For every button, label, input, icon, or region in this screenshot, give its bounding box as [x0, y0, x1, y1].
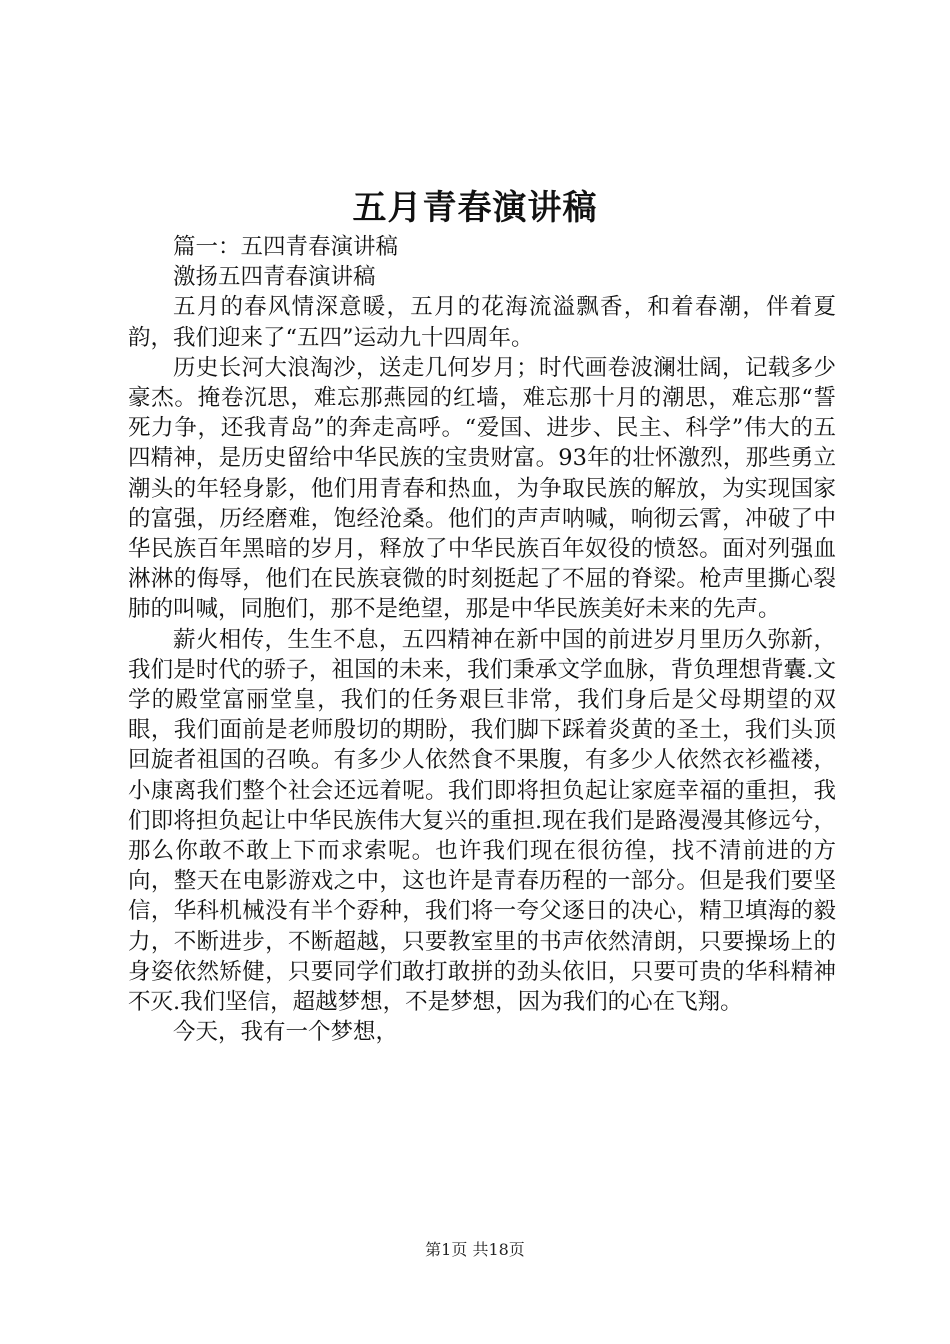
- page-footer: 第1页 共18页: [425, 1240, 525, 1259]
- paragraph-inheritance: 薪火相传，生生不息，五四精神在新中国的前进岁月里历久弥新，我们是时代的骄子，祖国的未来，我们秉承文学血脉，背负理想背囊.文学的殿堂富丽堂皇，我们的任务艰巨非常，我们身后是父母期望的双眼，我们面前是老师殷切的期盼，我们脚下踩着炎黄的圣土，我们头顶回旋者祖国的召唤。有多少人依然食不果腹，有多少人依然衣衫褴褛，小康离我们整个社会还远着呢。我们即将担负起让家庭幸福的重担，我们即将担负起让中华民族伟大复兴的重担.现在我们是路漫漫其修远兮，那么你敢不敢上下而求索呢。也许我们现在很彷徨，找不清前进的方向，整天在电影游戏之中，这也许是青春历程的一部分。但是我们要坚信，华科机械没有半个孬种，我们将一夸父逐日的决心，精卫填海的毅力，不断进步，不断超越，只要教室里的书声依然清朗，只要操场上的身姿依然矫健，只要同学们敢打敢拼的劲头依旧，只要可贵的华科精神不灭.我们坚信，超越梦想，不是梦想，因为我们的心在飞翔。: [128, 626, 836, 1016]
- paragraph-speech-title: 激扬五四青春演讲稿: [173, 264, 376, 291]
- paragraph-history: 历史长河大浪淘沙，送走几何岁月；时代画卷波澜壮阔，记载多少豪杰。掩卷沉思，难忘那燕园的红墙，难忘那十月的潮思，难忘那“誓死力争，还我青岛”的奔走高呼。“爱国、进步、民主、科学”伟大的五四精神，是历史留给中华民族的宝贵财富。93年的壮怀激烈，那些勇立潮头的年轻身影，他们用青春和热血，为争取民族的解放，为实现国家的富强，历经磨难，饱经沧桑。他们的声声呐喊，响彻云霄，冲破了中华民族百年黑暗的岁月，释放了中华民族百年奴役的愤怒。面对列强血淋淋的侮辱，他们在民族衰微的时刻挺起了不屈的脊梁。枪声里撕心裂肺的叫喊，同胞们，那不是绝望，那是中华民族美好未来的先声。: [128, 354, 836, 623]
- paragraph-intro: 五月的春风情深意暖，五月的花海流溢飘香，和着春潮，伴着夏韵，我们迎来了“五四”运动九十四周年。: [128, 294, 836, 351]
- paragraph-dream: 今天，我有一个梦想，: [173, 1019, 399, 1046]
- document-body: [128, 232, 836, 1047]
- document-title: 五月青春演讲稿: [352, 188, 598, 228]
- paragraph-section-heading: 篇一：五四青春演讲稿: [173, 234, 399, 260]
